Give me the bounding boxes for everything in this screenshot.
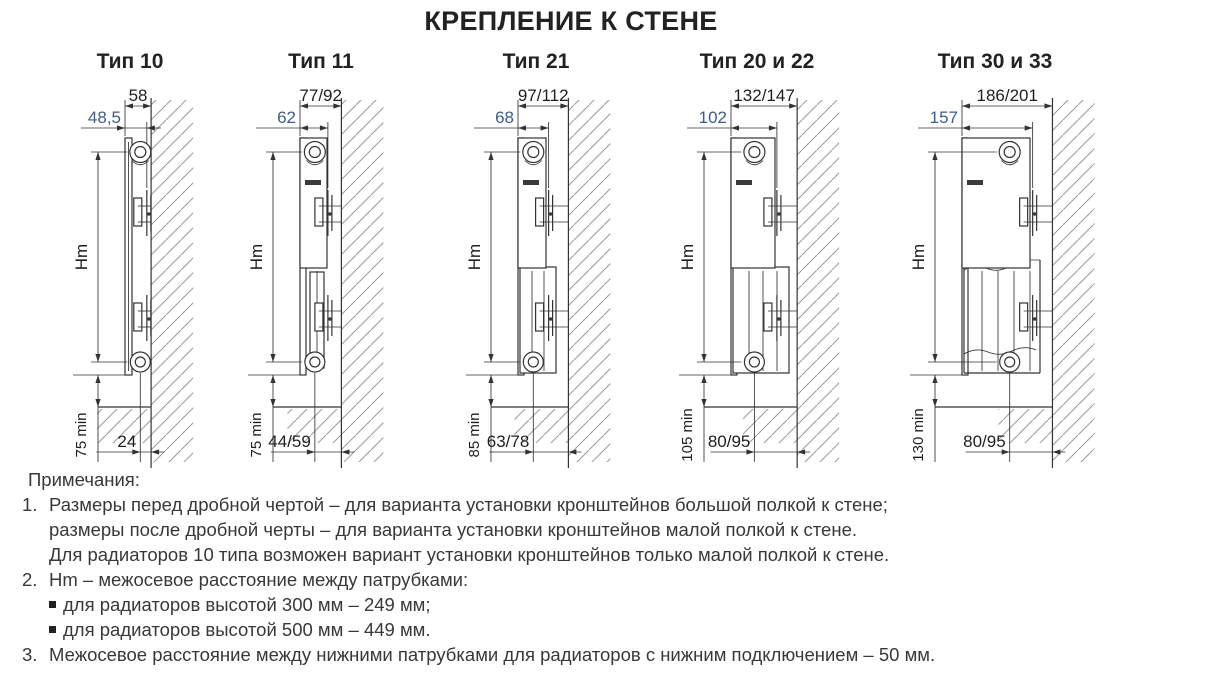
- svg-text:62: 62: [277, 108, 296, 127]
- notes-heading: Примечания:: [28, 469, 140, 490]
- diagram-tip-20-22: [667, 86, 843, 475]
- svg-text:130 min: 130 min: [910, 408, 927, 462]
- diagram-title-tip-20-22: Тип 20 и 22: [699, 50, 815, 73]
- svg-text:75 min: 75 min: [73, 412, 90, 458]
- diagram-tip-30-33: [898, 86, 1098, 475]
- note-bullet-line: для радиаторов высотой 500 мм – 449 мм.: [22, 617, 1202, 642]
- svg-text:63/78: 63/78: [486, 432, 530, 451]
- notes-list: [22, 492, 1202, 667]
- square-bullet-icon: [49, 601, 56, 608]
- svg-text:105 min: 105 min: [679, 408, 696, 462]
- svg-text:77/92: 77/92: [299, 86, 342, 105]
- diagram-tip-10: [61, 86, 197, 475]
- square-bullet-icon: [49, 626, 56, 633]
- svg-text:186/201: 186/201: [976, 86, 1038, 105]
- svg-text:Hm: Hm: [247, 243, 266, 271]
- note-line: 3. Межосевое расстояние между нижними патрубками для радиаторов с нижним подключением – 50 мм.: [22, 644, 936, 665]
- svg-text:Hm: Hm: [678, 243, 697, 271]
- svg-text:75 min: 75 min: [248, 412, 265, 458]
- svg-text:44/59: 44/59: [268, 432, 311, 451]
- svg-text:58: 58: [128, 86, 148, 105]
- note-line: Для радиаторов 10 типа возможен вариант установки кронштейнов только малой полкой к стене.: [49, 544, 890, 565]
- diagram-tip-11: [236, 86, 387, 475]
- svg-text:Hm: Hm: [465, 243, 484, 271]
- svg-text:80/95: 80/95: [963, 432, 1006, 451]
- diagram-title-tip-30-33: Тип 30 и 33: [937, 50, 1053, 73]
- note-line: 1. Размеры перед дробной чертой – для варианта установки кронштейнов большой полкой к стене;: [22, 494, 888, 515]
- diagram-title-tip-10: Тип 10: [96, 50, 164, 73]
- svg-text:132/147: 132/147: [733, 86, 795, 105]
- notes: [22, 467, 1202, 667]
- svg-text:24: 24: [117, 432, 137, 451]
- svg-text:85 min: 85 min: [466, 412, 483, 458]
- svg-text:97/112: 97/112: [517, 86, 569, 105]
- svg-text:48,5: 48,5: [87, 108, 121, 127]
- note-line: 2. Hm – межосевое расстояние между патрубками:: [22, 569, 469, 590]
- svg-text:157: 157: [929, 108, 958, 127]
- diagram-tip-21: [454, 86, 614, 475]
- svg-text:68: 68: [495, 108, 514, 127]
- diagram-title-tip-11: Тип 11: [288, 50, 354, 73]
- svg-text:102: 102: [698, 108, 727, 127]
- svg-text:Hm: Hm: [909, 243, 928, 271]
- svg-text:80/95: 80/95: [707, 432, 751, 451]
- note-bullet-line: для радиаторов высотой 300 мм – 249 мм;: [22, 592, 1202, 617]
- diagram-title-tip-21: Тип 21: [502, 50, 570, 73]
- note-line: размеры после дробной черты – для варианта установки кронштейнов малой полкой к стене.: [49, 519, 857, 540]
- page-title: КРЕПЛЕНИЕ К СТЕНЕ: [424, 6, 718, 36]
- svg-text:Hm: Hm: [72, 243, 91, 271]
